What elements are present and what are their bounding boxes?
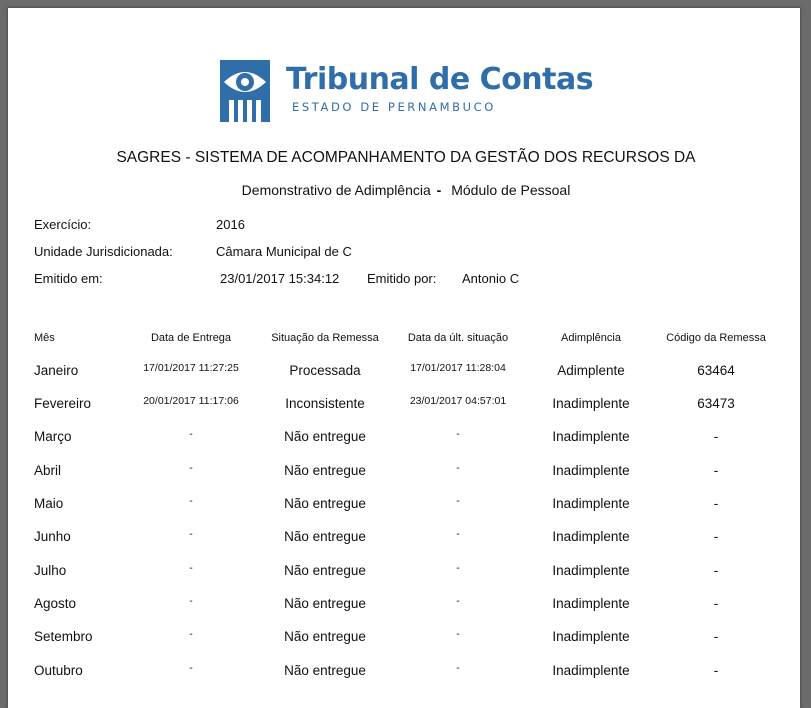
header-situacao: Situação da Remessa xyxy=(271,332,379,344)
cell-mes: Setembro xyxy=(34,629,93,644)
cell-codigo: - xyxy=(713,496,719,511)
table-row xyxy=(8,393,800,426)
cell-codigo: 63473 xyxy=(697,396,735,411)
table-row xyxy=(8,593,800,626)
cell-situacao: Não entregue xyxy=(284,563,366,578)
cell-data-entrega: - xyxy=(189,628,193,640)
header-data-ultima: Data da últ. situação xyxy=(407,332,509,344)
tce-logo xyxy=(220,60,594,132)
cell-situacao: Inconsistente xyxy=(285,396,365,411)
report-page xyxy=(8,8,800,708)
table-row xyxy=(8,660,800,693)
cell-data-ultima: - xyxy=(456,428,460,440)
table-row xyxy=(8,526,800,559)
cell-mes: Junho xyxy=(34,529,71,544)
table-row xyxy=(8,360,800,393)
cell-adimplencia: Inadimplente xyxy=(552,563,630,578)
cell-situacao: Não entregue xyxy=(284,496,366,511)
cell-mes: Março xyxy=(34,429,72,444)
emitido-por-value: Antonio C xyxy=(462,271,520,286)
cell-data-entrega: - xyxy=(189,662,193,674)
cell-data-ultima: - xyxy=(456,662,460,674)
cell-adimplencia: Inadimplente xyxy=(552,463,630,478)
cell-data-ultima: - xyxy=(456,562,460,574)
cell-data-ultima: - xyxy=(456,495,460,507)
cell-mes: Abril xyxy=(34,463,62,478)
cell-mes: Outubro xyxy=(34,663,83,678)
table-row xyxy=(8,626,800,659)
cell-adimplencia: Inadimplente xyxy=(552,396,630,411)
cell-data-entrega: - xyxy=(189,428,193,440)
cell-mes: Agosto xyxy=(34,596,77,611)
header-codigo: Código da Remessa xyxy=(666,332,766,344)
cell-data-entrega: - xyxy=(189,595,193,607)
cell-adimplencia: Inadimplente xyxy=(552,529,630,544)
cell-codigo: - xyxy=(713,629,719,644)
cell-situacao: Processada xyxy=(289,363,361,378)
cell-data-ultima: - xyxy=(456,595,460,607)
cell-situacao: Não entregue xyxy=(284,596,366,611)
cell-situacao: Não entregue xyxy=(284,463,366,478)
logo-title: Tribunal de Contas xyxy=(286,62,594,97)
cell-data-entrega: - xyxy=(189,562,193,574)
emitido-em-label: Emitido em: xyxy=(34,271,103,286)
emitido-em-value: 23/01/2017 15:34:12 xyxy=(220,271,340,286)
cell-codigo: - xyxy=(713,596,719,611)
cell-data-ultima: - xyxy=(456,628,460,640)
header-data-entrega: Data de Entrega xyxy=(150,332,232,344)
cell-adimplencia: Adimplente xyxy=(557,363,625,378)
header-mes: Mês xyxy=(34,332,55,344)
report-subtitle-separator: - xyxy=(436,182,442,198)
cell-data-entrega: - xyxy=(189,528,193,540)
eye-emblem-icon xyxy=(220,60,270,122)
table-row xyxy=(8,493,800,526)
unidade-label: Unidade Jurisdicionada: xyxy=(34,244,173,259)
logo-subtitle: ESTADO DE PERNAMBUCO xyxy=(292,100,496,114)
table-row xyxy=(8,426,800,459)
table-row xyxy=(8,560,800,593)
report-subtitle-left: Demonstrativo de Adimplência xyxy=(241,182,431,198)
cell-data-entrega: - xyxy=(189,495,193,507)
cell-data-entrega: 20/01/2017 11:17:06 xyxy=(143,395,239,407)
cell-adimplencia: Inadimplente xyxy=(552,496,630,511)
cell-data-entrega: - xyxy=(189,462,193,474)
cell-data-ultima: - xyxy=(456,462,460,474)
cell-situacao: Não entregue xyxy=(284,663,366,678)
cell-data-ultima: 17/01/2017 11:28:04 xyxy=(410,362,506,374)
report-subtitle-right: Módulo de Pessoal xyxy=(451,182,571,198)
cell-mes: Maio xyxy=(34,496,64,511)
cell-adimplencia: Inadimplente xyxy=(552,429,630,444)
cell-codigo: - xyxy=(713,663,719,678)
cell-mes: Janeiro xyxy=(34,363,79,378)
header-adimplencia: Adimplência xyxy=(561,332,621,344)
cell-codigo: - xyxy=(713,529,719,544)
cell-adimplencia: Inadimplente xyxy=(552,663,630,678)
unidade-value: Câmara Municipal de C xyxy=(216,244,352,259)
cell-situacao: Não entregue xyxy=(284,429,366,444)
cell-situacao: Não entregue xyxy=(284,529,366,544)
report-subtitle xyxy=(8,182,804,198)
table-row xyxy=(8,460,800,493)
cell-situacao: Não entregue xyxy=(284,629,366,644)
cell-codigo: - xyxy=(713,429,719,444)
cell-adimplencia: Inadimplente xyxy=(552,596,630,611)
report-title: SAGRES - SISTEMA DE ACOMPANHAMENTO DA GESTÃO DOS RECURSOS DA xyxy=(116,149,696,166)
exercicio-value: 2016 xyxy=(216,217,245,232)
exercicio-label: Exercício: xyxy=(34,217,92,232)
cell-mes: Julho xyxy=(34,563,67,578)
cell-data-ultima: - xyxy=(456,528,460,540)
cell-codigo: - xyxy=(713,563,719,578)
cell-data-entrega: 17/01/2017 11:27:25 xyxy=(143,362,239,374)
cell-adimplencia: Inadimplente xyxy=(552,629,630,644)
emitido-por-label: Emitido por: xyxy=(367,271,437,286)
cell-data-ultima: 23/01/2017 04:57:01 xyxy=(409,395,507,407)
cell-codigo: - xyxy=(713,463,719,478)
cell-mes: Fevereiro xyxy=(34,396,92,411)
cell-codigo: 63464 xyxy=(697,363,735,378)
